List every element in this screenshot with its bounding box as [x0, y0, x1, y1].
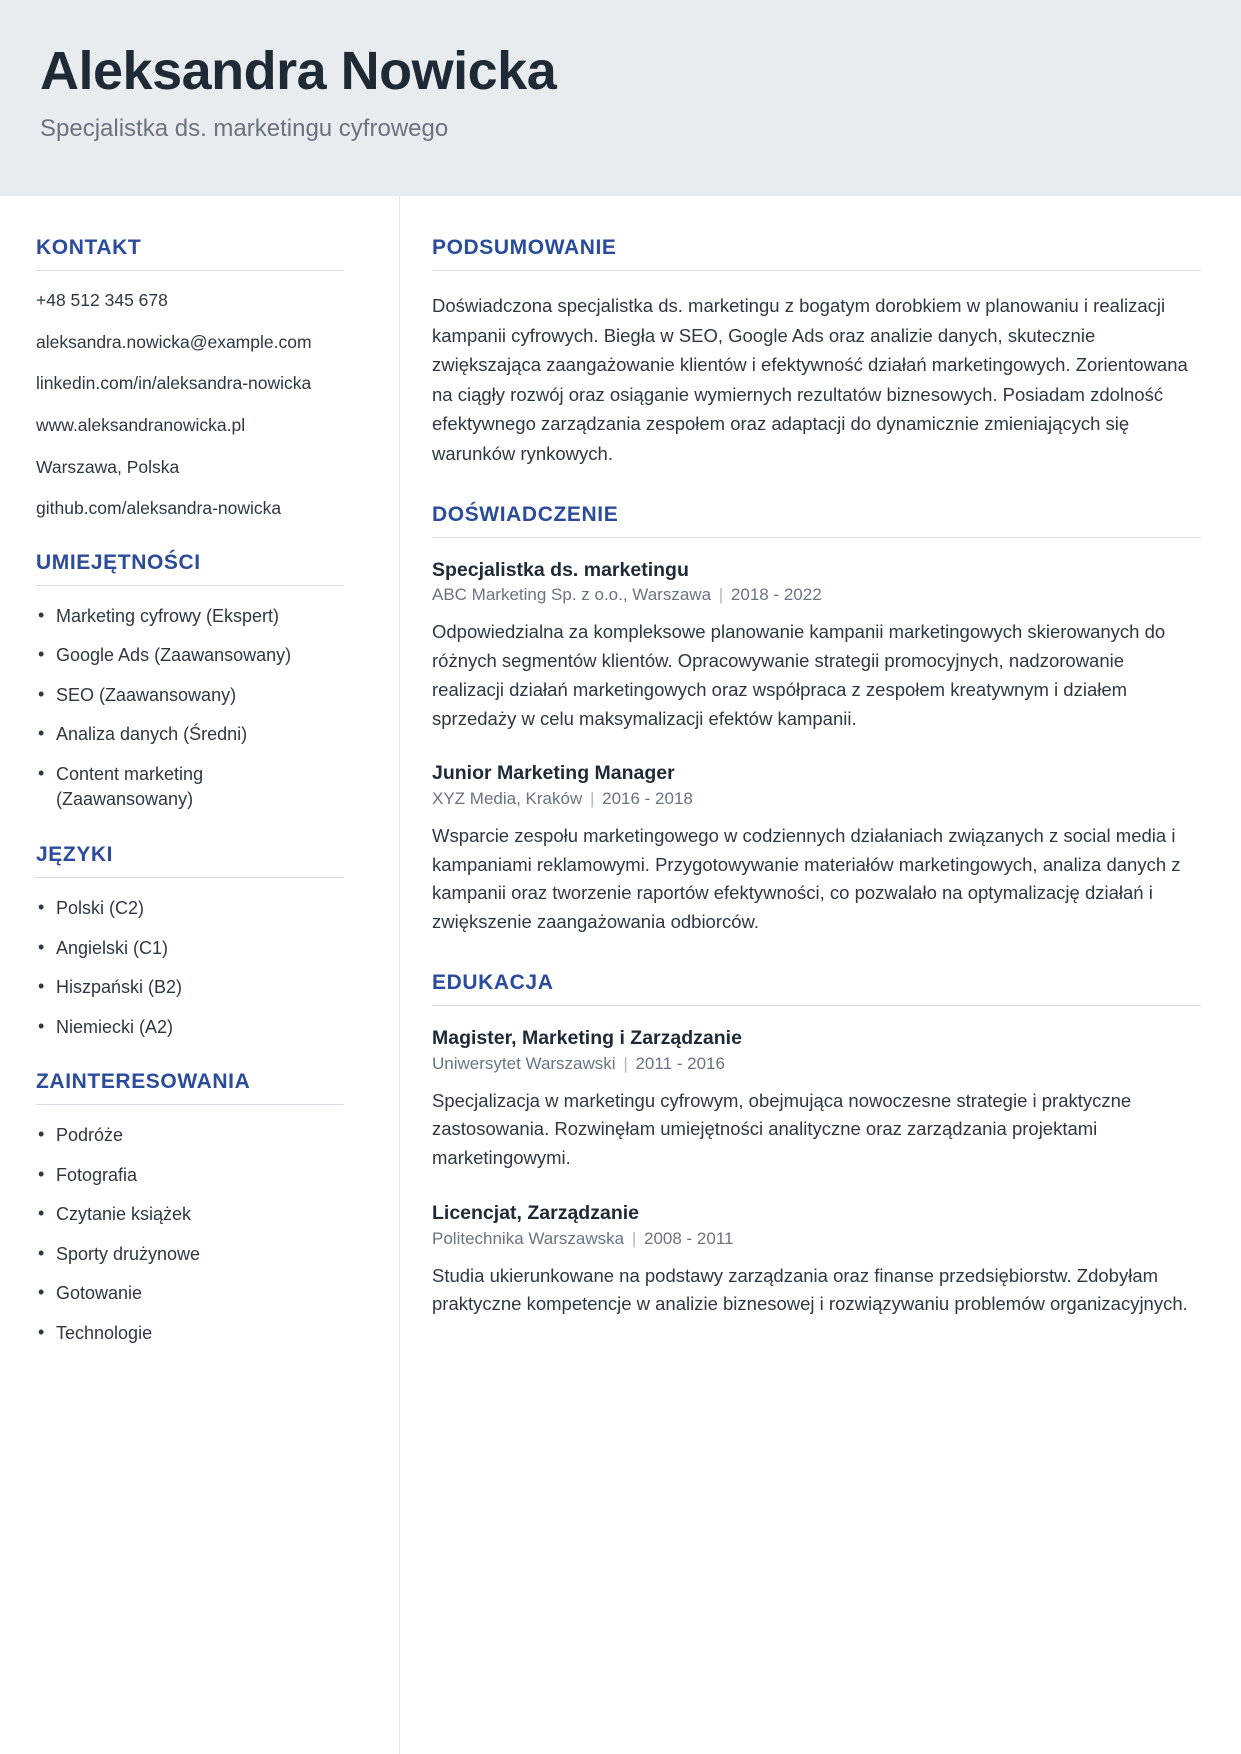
contact-location: Warszawa, Polska [36, 456, 180, 477]
entry-meta [432, 1229, 1201, 1249]
resume-header [0, 0, 1241, 196]
entry-period: 2008 - 2011 [644, 1228, 734, 1248]
summary-text: Doświadczona specjalistka ds. marketingu z bogatym dorobkiem w planowaniu i realizacji kampanii cyfrowych. Biegła w SEO, Google Ads oraz analizie danych, skutecznie zwiększająca zaangażowanie klientów i efektywność działań marketingowych. Zorientowana na ciągły rozwój oraz osiąganie wymiernych rezultatów biznesowych. Posiadam zdolność efektywnego zarządzania zespołem oraz adaptacji do dynamicznie zmieniających się warunków rynkowych. [432, 295, 1188, 464]
list-item: • Fotografia [36, 1163, 344, 1189]
entry-description: Studia ukierunkowane na podstawy zarządzania oraz finanse przedsiębiorstw. Zdobyłam praktyczne kompetencje w analizie biznesowej i rozwiązywaniu problemów organizacyjnych. [432, 1264, 1188, 1315]
entry-description: Specjalizacja w marketingu cyfrowym, obejmująca nowoczesne strategie i praktyczne zastosowania. Rozwinęłam umiejętności analityczne oraz zarządzania projektami marketingowymi. [432, 1089, 1132, 1169]
meta-separator: | [718, 584, 724, 604]
education-entry [432, 1026, 1201, 1173]
list-item: • Czytanie książek [36, 1202, 344, 1228]
list-item: • Technologie [36, 1321, 344, 1347]
list-item: • Polski (C2) [36, 896, 344, 922]
section-title-experience: DOŚWIADCZENIE [432, 503, 1201, 538]
section-title-interests: ZAINTERESOWANIA [36, 1070, 344, 1105]
entry-role: Specjalistka ds. marketingu [432, 558, 689, 581]
section-title-summary: PODSUMOWANIE [432, 236, 1201, 271]
job-headline: Specjalistka ds. marketingu cyfrowego [40, 115, 449, 143]
entry-role: Junior Marketing Manager [432, 762, 675, 785]
list-item: • Angielski (C1) [36, 936, 344, 962]
entry-meta [432, 789, 1201, 809]
list-item: • Marketing cyfrowy (Ekspert) [36, 604, 344, 630]
contact-website: www.aleksandranowicka.pl [36, 414, 246, 435]
meta-separator: | [631, 1228, 637, 1248]
list-item: • Analiza danych (Średni) [36, 722, 344, 748]
section-education [432, 971, 1201, 1319]
entry-description: Odpowiedzialna za kompleksowe planowanie kampanii marketingowych skierowanych do różnych segmentów klientów. Opracowywanie strategii promocyjnych, nadzorowanie realizacji działań marketingowych oraz współpraca z zespołem kreatywnym i działem sprzedaży w celu maksymalizacji efektów kampanii. [432, 620, 1166, 729]
entry-company: XYZ Media, Kraków [432, 788, 583, 808]
entry-degree: Licencjat, Zarządzanie [432, 1202, 639, 1225]
section-skills [36, 551, 344, 813]
list-item: • Sporty drużynowe [36, 1242, 344, 1268]
entry-description: Wsparcie zespołu marketingowego w codziennych działaniach związanych z social media i kampaniami reklamowymi. Przygotowywanie materiałów marketingowych, analiza danych z kampanii oraz tworzenie raportów efektywności, co pozwalało na optymalizację działań i zwiększenie zaangażowania odbiorców. [432, 824, 1181, 933]
education-entry [432, 1201, 1201, 1319]
entry-school: Uniwersytet Warszawski [432, 1053, 616, 1073]
section-languages [36, 843, 344, 1040]
section-title-languages: JĘZYKI [36, 843, 344, 878]
section-interests [36, 1070, 344, 1346]
list-item: • Gotowanie [36, 1281, 344, 1307]
contact-email: aleksandra.nowicka@example.com [36, 331, 312, 352]
list-item: • Niemiecki (A2) [36, 1015, 344, 1041]
interests-list [36, 1123, 344, 1346]
section-summary [432, 236, 1201, 469]
contact-linkedin: linkedin.com/in/aleksandra-nowicka [36, 373, 312, 394]
sidebar [0, 196, 400, 1754]
entry-degree: Magister, Marketing i Zarządzanie [432, 1027, 742, 1050]
list-item: • SEO (Zaawansowany) [36, 683, 344, 709]
contact-github: github.com/aleksandra-nowicka [36, 498, 282, 519]
list-item: • Content marketing (Zaawansowany) [36, 762, 344, 813]
section-contact [36, 236, 344, 521]
entry-period: 2011 - 2016 [635, 1053, 725, 1073]
section-experience [432, 503, 1201, 938]
page-title: Aleksandra Nowicka [40, 41, 557, 101]
experience-entry [432, 558, 1201, 734]
languages-list [36, 896, 344, 1040]
resume-body [0, 196, 1241, 1754]
entry-period: 2018 - 2022 [730, 584, 822, 604]
list-item: • Podróże [36, 1123, 344, 1149]
entry-company: ABC Marketing Sp. z o.o., Warszawa [432, 584, 712, 604]
entry-meta [432, 585, 1201, 605]
experience-entry [432, 761, 1201, 937]
entry-period: 2016 - 2018 [602, 788, 693, 808]
section-title-contact: KONTAKT [36, 236, 344, 271]
skills-list [36, 604, 344, 813]
entry-meta [432, 1054, 1201, 1074]
section-title-education: EDUKACJA [432, 971, 1201, 1006]
meta-separator: | [623, 1053, 628, 1073]
meta-separator: | [589, 788, 595, 808]
list-item: • Google Ads (Zaawansowany) [36, 643, 344, 669]
entry-school: Politechnika Warszawska [432, 1228, 625, 1248]
list-item: • Hiszpański (B2) [36, 975, 344, 1001]
section-title-skills: UMIEJĘTNOŚCI [36, 551, 344, 586]
main-column [400, 196, 1241, 1754]
contact-phone: +48 512 345 678 [36, 290, 168, 310]
